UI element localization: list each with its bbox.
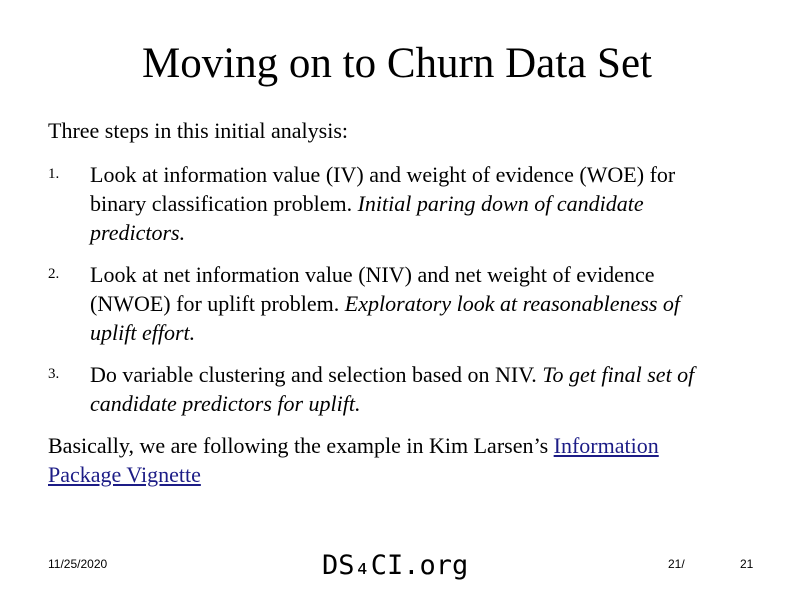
step-line — [90, 389, 770, 418]
step-line — [90, 289, 770, 318]
closing-line — [48, 431, 659, 460]
step-number: 3. — [48, 366, 60, 382]
step-line — [90, 318, 770, 347]
closing-line — [48, 460, 659, 489]
step-text — [90, 160, 770, 247]
step-italic-text: To get final set of — [542, 362, 695, 387]
information-package-vignette-link[interactable]: Information — [553, 433, 659, 458]
information-package-vignette-link-continued[interactable]: Package Vignette — [48, 462, 201, 487]
step-line — [90, 218, 770, 247]
step-italic-text: uplift effort. — [90, 320, 196, 345]
step-text — [90, 260, 770, 347]
closing-text: Basically, we are following the example in Kim Larsen’s — [48, 433, 554, 458]
step-line — [90, 360, 770, 389]
step-number: 1. — [48, 166, 60, 182]
step-italic-text: Exploratory look at reasonableness of — [344, 291, 681, 316]
footer-brand-logo: DS₄CI.org — [322, 550, 469, 581]
intro-text: Three steps in this initial analysis: — [48, 118, 349, 143]
step-number: 2. — [48, 266, 60, 282]
step-italic-text: Initial paring down of candidate — [357, 191, 644, 216]
closing-paragraph — [48, 431, 659, 489]
step-plain-text: Do variable clustering and selection based on NIV. — [90, 362, 543, 387]
step-line — [90, 189, 770, 218]
step-italic-text: predictors. — [90, 220, 186, 245]
footer-slide-number-label: 21/ — [668, 557, 685, 571]
step-line: Look at information value (IV) and weight of evidence (WOE) for — [90, 162, 676, 187]
footer-date: 11/25/2020 — [48, 557, 108, 571]
slide-title: Moving on to Churn Data Set — [142, 40, 652, 87]
step-plain-text: binary classification problem. — [90, 191, 358, 216]
step-plain-text: (NWOE) for uplift problem. — [90, 291, 345, 316]
step-text — [90, 360, 770, 418]
step-line: Look at net information value (NIV) and net weight of evidence — [90, 262, 655, 287]
footer-slide-number: 21 — [740, 557, 754, 571]
step-italic-text: candidate predictors for uplift. — [90, 391, 361, 416]
